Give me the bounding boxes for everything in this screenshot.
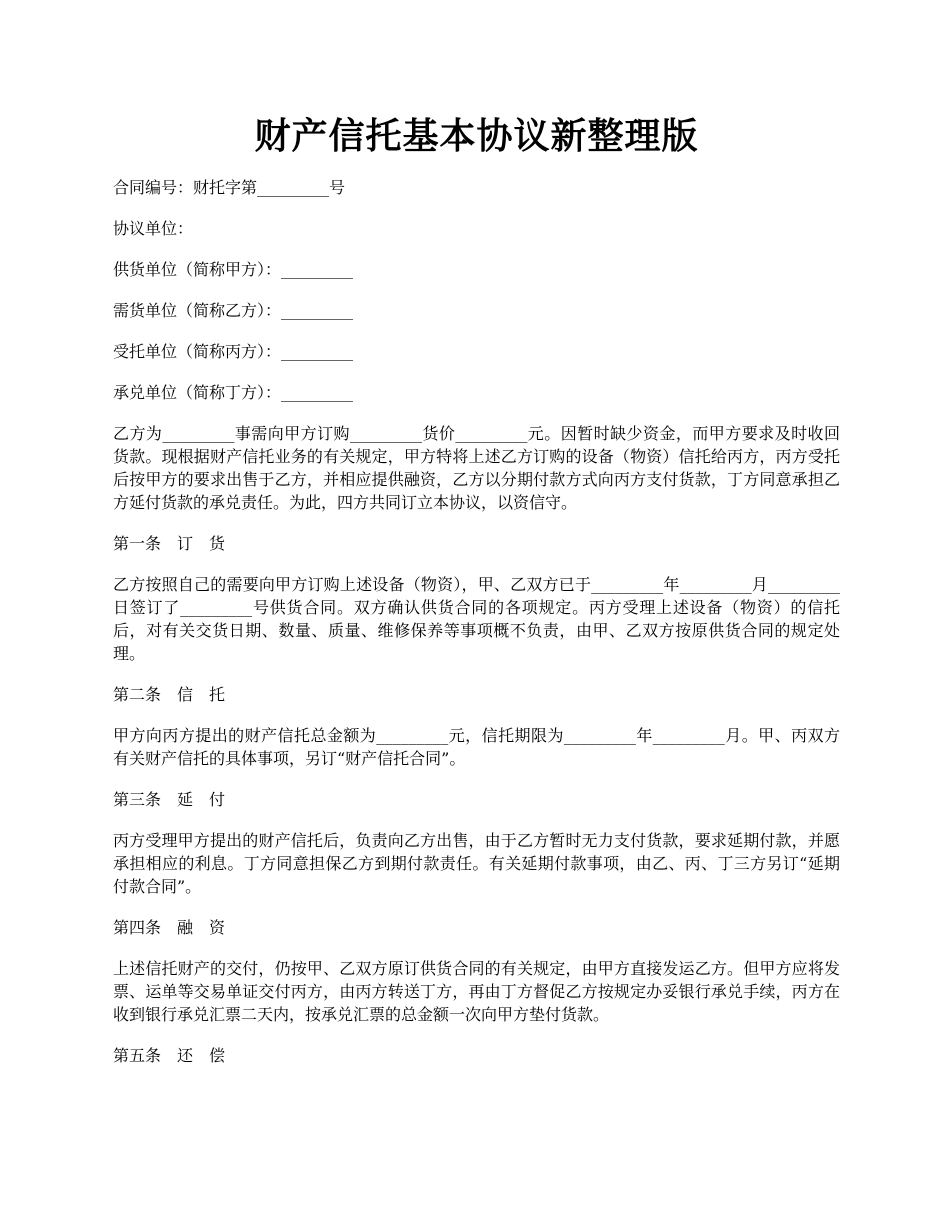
document-page: [113, 110, 840, 1085]
intro-paragraph: 乙方为_________事需向甲方订购_________货价_________元。因暂时缺少资金，而甲方要求及时收回货款。现根据财产信托业务的有关规定，甲方特将上述乙方订购的设备（物资）信托给丙方，丙方受托后按甲方的要求出售于乙方，并相应提供融资，乙方以分期付款方式向丙方支付货款，丁方同意承担乙方延付货款的承兑责任。为此，四方共同订立本协议，以资信守。: [113, 424, 840, 512]
document-title: 财产信托基本协议新整理版: [254, 115, 699, 157]
article-3-body: 丙方受理甲方提出的财产信托后，负责向乙方出售，由于乙方暂时无力支付货款，要求延期付款，并愿承担相应的利息。丁方同意担保乙方到期付款责任。有关延期付款事项，由乙、丙、丁三方另订“延期付款合同”。: [113, 831, 840, 896]
article-1-body: 乙方按照自己的需要向甲方订购上述设备（物资），甲、乙双方已于_________年_________月_________日签订了_________号供货合同。双方确认供货合同的各项规定。丙方受理上述设备（物资）的信托后，对有关交货日期、数量、质量、维修保养等事项概不负责，由甲、乙双方按原供货合同的规定处理。: [113, 575, 840, 663]
party-d-line: 承兑单位（简称丁方）：_________: [113, 383, 354, 402]
contract-number: 合同编号：财托字第_________号: [113, 178, 346, 197]
party-b-line: 需货单位（简称乙方）：_________: [113, 301, 354, 320]
article-3-heading: 第三条 延 付: [113, 790, 226, 809]
article-4-body: 上述信托财产的交付，仍按甲、乙双方原订供货合同的有关规定，由甲方直接发运乙方。但甲方应将发票、运单等交易单证交付丙方，由丙方转送丁方，再由丁方督促乙方按规定办妥银行承兑手续，丙方在收到银行承兑汇票二天内，按承兑汇票的总金额一次向甲方垫付货款。: [113, 959, 840, 1024]
article-5-heading: 第五条 还 偿: [113, 1046, 226, 1065]
article-2-heading: 第二条 信 托: [113, 685, 226, 704]
article-4-heading: 第四条 融 资: [113, 918, 226, 937]
parties-label: 协议单位：: [113, 219, 194, 238]
party-c-line: 受托单位（简称丙方）：_________: [113, 342, 354, 361]
article-2-body: 甲方向丙方提出的财产信托总金额为_________元，信托期限为_________年_________月。甲、丙双方有关财产信托的具体事项，另订“财产信托合同”。: [113, 726, 840, 768]
party-a-line: 供货单位（简称甲方）：_________: [113, 260, 354, 279]
article-1-heading: 第一条 订 货: [113, 534, 226, 553]
